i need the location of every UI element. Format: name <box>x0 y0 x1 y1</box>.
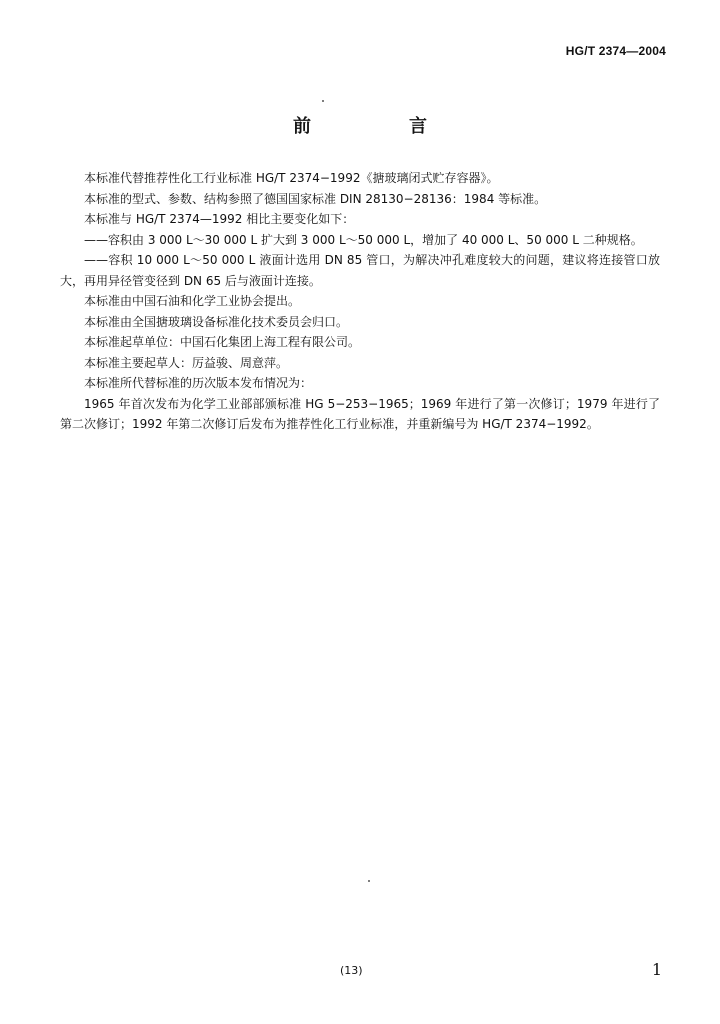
paragraph-proposed-by: 本标准由中国石油和化学工业协会提出。 <box>84 294 301 308</box>
page-number: 1 <box>651 960 662 979</box>
paragraph-history-intro: 本标准所代替标准的历次版本发布情况为： <box>84 376 313 390</box>
foreword-body <box>60 168 660 435</box>
paragraph-drafting-unit: 本标准起草单位：中国石化集团上海工程有限公司。 <box>84 335 361 349</box>
paragraph-centralized-by: 本标准由全国搪玻璃设备标准化技术委员会归口。 <box>84 314 349 329</box>
paragraph-drafters: 本标准主要起草人：厉益骏、周意萍。 <box>84 355 289 370</box>
footer-mark: (13) <box>340 964 363 977</box>
scan-speck <box>368 880 370 882</box>
standard-code: HG/T 2374—2004 <box>565 44 666 58</box>
paragraph-changes-intro: 本标准与 HG/T 2374—1992 相比主要变化如下： <box>84 212 355 226</box>
paragraph-history: 1965 年首次发布为化学工业部部颁标准 HG 5−253−1965；1969 年进行了第一次修订；1979 年进行了第二次修订；1992 年第二次修订后发布为推荐性化工行业标准，并重新编号为 HG/T 2374−1992。 <box>60 396 660 431</box>
change-item-capacity: ——容积由 3 000 L～30 000 L 扩大到 3 000 L～50 000 L，增加了 40 000 L、50 000 L 二种规格。 <box>84 232 643 247</box>
scan-speck <box>322 100 324 102</box>
page-title: 前 言 <box>293 116 467 137</box>
paragraph-replaces: 本标准代替推荐性化工行业标准 HG/T 2374−1992《搪玻璃闭式贮存容器》。 <box>84 171 499 185</box>
paragraph-references: 本标准的型式、参数、结构参照了德国国家标准 DIN 28130−28136：1984 等标准。 <box>84 191 547 206</box>
change-item-level-gauge: ——容积 10 000 L～50 000 L 液面计选用 DN 85 管口，为解决冲孔难度较大的问题，建议将连接管口放大，再用异径管变径到 DN 65 后与液面计连接。 <box>60 253 660 288</box>
